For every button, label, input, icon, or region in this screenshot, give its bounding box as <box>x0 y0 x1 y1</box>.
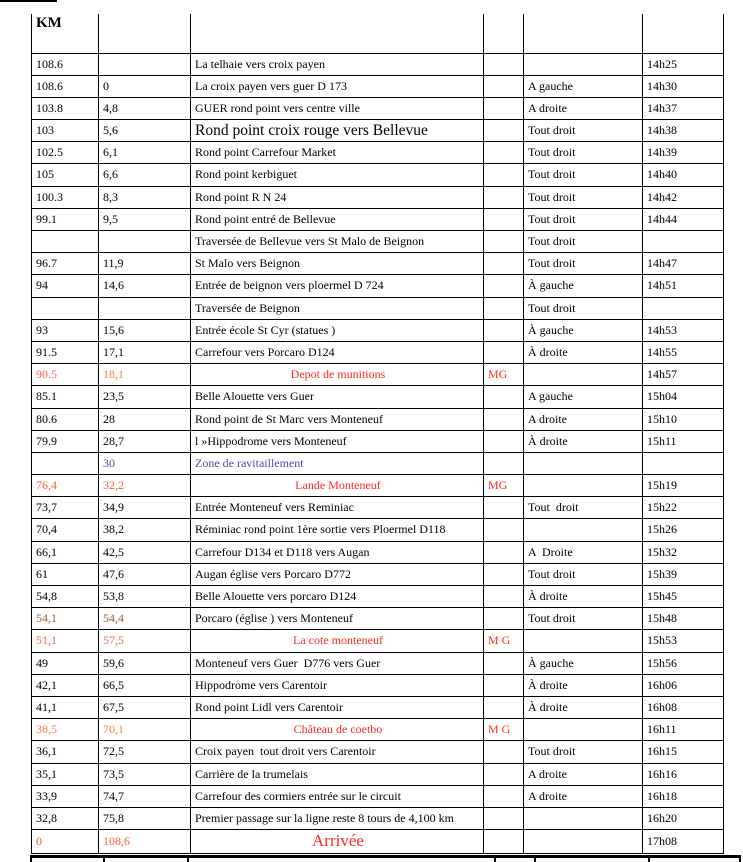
cell-desc: Rond point croix rouge vers Bellevue <box>191 120 484 142</box>
cell-dir: Tout droit <box>524 120 643 142</box>
cell-dist: 59,6 <box>99 652 191 674</box>
table-row <box>32 497 724 519</box>
cell-mg <box>484 253 524 275</box>
cell-km: 35,1 <box>32 763 99 785</box>
cell-km: 54,8 <box>32 586 99 608</box>
table-row <box>32 186 724 208</box>
cell-mg <box>484 830 524 854</box>
cell-km <box>32 297 99 319</box>
table-row <box>32 142 724 164</box>
cell-dir: À droite <box>524 341 643 363</box>
table-row <box>32 475 724 497</box>
cell-dist: 57,5 <box>99 630 191 652</box>
cell-dist: 73,5 <box>99 763 191 785</box>
cell-mg: M G <box>484 719 524 741</box>
cell-km: 73,7 <box>32 497 99 519</box>
cell-dist: 0 <box>99 75 191 97</box>
cell-mg <box>484 541 524 563</box>
cell-dir: A droite <box>524 785 643 807</box>
cell-mg <box>484 674 524 696</box>
cell-desc: Carrefour vers Porcaro D124 <box>191 341 484 363</box>
cell-dir: À gauche <box>524 275 643 297</box>
cell-dir: À gauche <box>524 652 643 674</box>
next-table-column-stub <box>103 858 105 862</box>
cell-km: 108.6 <box>32 53 99 75</box>
next-table-top-border <box>30 855 741 858</box>
cell-time: 14h47 <box>643 253 724 275</box>
cell-dist: 75,8 <box>99 807 191 829</box>
table-row <box>32 75 724 97</box>
cell-mg <box>484 275 524 297</box>
table-row <box>32 696 724 718</box>
next-table-top-edge <box>30 855 741 862</box>
cell-dir <box>524 475 643 497</box>
table-row <box>32 541 724 563</box>
next-table-column-stub <box>494 858 496 862</box>
cell-dir: Tout droit <box>524 497 643 519</box>
cell-km: 80.6 <box>32 408 99 430</box>
cell-dir: A gauche <box>524 386 643 408</box>
cell-mg <box>484 430 524 452</box>
cell-desc: La croix payen vers guer D 173 <box>191 75 484 97</box>
cell-time: 15h39 <box>643 563 724 585</box>
cell-time: 14h38 <box>643 120 724 142</box>
cell-time: 14h30 <box>643 75 724 97</box>
header-dist <box>99 14 191 53</box>
next-table-column-stub <box>648 858 650 862</box>
cell-mg <box>484 386 524 408</box>
cell-dist: 32,2 <box>99 475 191 497</box>
header-time <box>643 14 724 53</box>
cell-mg <box>484 652 524 674</box>
cell-mg <box>484 97 524 119</box>
cell-desc: St Malo vers Beignon <box>191 253 484 275</box>
cell-mg <box>484 563 524 585</box>
cell-km: 96.7 <box>32 253 99 275</box>
cell-dist: 38,2 <box>99 519 191 541</box>
cell-time: 15h45 <box>643 586 724 608</box>
cell-mg <box>484 763 524 785</box>
cell-desc: Belle Alouette vers porcaro D124 <box>191 586 484 608</box>
cell-mg <box>484 186 524 208</box>
cell-dir: À droite <box>524 586 643 608</box>
cell-dir: A droite <box>524 97 643 119</box>
cell-dist: 30 <box>99 452 191 474</box>
header-km: KM <box>32 14 99 53</box>
next-table-column-stub <box>187 858 189 862</box>
cell-dist: 15,6 <box>99 319 191 341</box>
cell-time <box>643 297 724 319</box>
cell-dir: Tout droit <box>524 186 643 208</box>
cell-mg <box>484 408 524 430</box>
cell-desc: Carrefour D134 et D118 vers Augan <box>191 541 484 563</box>
cell-mg: M G <box>484 630 524 652</box>
cell-km: 102.5 <box>32 142 99 164</box>
cell-dist: 18,1 <box>99 364 191 386</box>
cell-dist: 28,7 <box>99 430 191 452</box>
table-row <box>32 586 724 608</box>
table-row <box>32 341 724 363</box>
cell-mg <box>484 519 524 541</box>
cell-time: 15h26 <box>643 519 724 541</box>
header-row <box>32 14 724 53</box>
cell-time: 14h37 <box>643 97 724 119</box>
cell-dir <box>524 364 643 386</box>
cell-time: 15h32 <box>643 541 724 563</box>
cell-time <box>643 452 724 474</box>
cell-dist <box>99 53 191 75</box>
cell-dist: 70,1 <box>99 719 191 741</box>
cell-desc: Réminiac rond point 1ère sortie vers Ploermel D118 <box>191 519 484 541</box>
cell-dist: 14,6 <box>99 275 191 297</box>
cell-dir: Tout droit <box>524 142 643 164</box>
cell-dist: 11,9 <box>99 253 191 275</box>
cell-dir <box>524 719 643 741</box>
next-table-column-stub <box>534 858 536 862</box>
table-row <box>32 275 724 297</box>
cell-km: 94 <box>32 275 99 297</box>
cell-desc: Croix payen tout droit vers Carentoir <box>191 741 484 763</box>
cell-desc: Depot de munitions <box>191 364 484 386</box>
cell-dir: A droite <box>524 408 643 430</box>
cell-time: 14h51 <box>643 275 724 297</box>
cell-time: 15h10 <box>643 408 724 430</box>
cell-desc: Carrefour des cormiers entrée sur le circuit <box>191 785 484 807</box>
cell-km: 61 <box>32 563 99 585</box>
table-row <box>32 297 724 319</box>
cell-dist: 17,1 <box>99 341 191 363</box>
cell-time: 14h55 <box>643 341 724 363</box>
cell-km: 90.5 <box>32 364 99 386</box>
next-table-column-stub <box>30 858 32 862</box>
table-row <box>32 630 724 652</box>
cell-time: 16h06 <box>643 674 724 696</box>
cell-dist: 67,5 <box>99 696 191 718</box>
cell-km: 99.1 <box>32 208 99 230</box>
cell-dir: À gauche <box>524 319 643 341</box>
table-row <box>32 563 724 585</box>
cell-km: 32,8 <box>32 807 99 829</box>
cell-mg <box>484 75 524 97</box>
cell-desc: Rond point kerbiguet <box>191 164 484 186</box>
cell-desc: Rond point Carrefour Market <box>191 142 484 164</box>
header-direction <box>524 14 643 53</box>
cell-dist: 74,7 <box>99 785 191 807</box>
cell-desc: Entrée école St Cyr (statues ) <box>191 319 484 341</box>
cell-km: 66,1 <box>32 541 99 563</box>
header-description <box>191 14 484 53</box>
cell-time: 16h20 <box>643 807 724 829</box>
cell-desc: Lande Monteneuf <box>191 475 484 497</box>
cell-mg <box>484 586 524 608</box>
cell-dist: 66,5 <box>99 674 191 696</box>
table-row <box>32 253 724 275</box>
cell-desc: Augan église vers Porcaro D772 <box>191 563 484 585</box>
cell-km: 79.9 <box>32 430 99 452</box>
cell-dir: Tout droit <box>524 297 643 319</box>
cell-dir <box>524 830 643 854</box>
cell-dist <box>99 297 191 319</box>
cell-km: 85.1 <box>32 386 99 408</box>
cell-dist: 6,6 <box>99 164 191 186</box>
table-row <box>32 830 724 854</box>
cell-desc: Monteneuf vers Guer D776 vers Guer <box>191 652 484 674</box>
cell-time: 14h53 <box>643 319 724 341</box>
cell-km: 0 <box>32 830 99 854</box>
cell-dist: 53,8 <box>99 586 191 608</box>
cell-dir: A Droite <box>524 541 643 563</box>
cell-desc: Hippodrome vers Carentoir <box>191 674 484 696</box>
table-row <box>32 608 724 630</box>
table-row <box>32 364 724 386</box>
cell-dist: 42,5 <box>99 541 191 563</box>
cell-dir: Tout droit <box>524 253 643 275</box>
cell-desc: Rond point entré de Bellevue <box>191 208 484 230</box>
cell-km: 108.6 <box>32 75 99 97</box>
cell-km: 103 <box>32 120 99 142</box>
cell-km: 91.5 <box>32 341 99 363</box>
cell-km: 41,1 <box>32 696 99 718</box>
table-row <box>32 53 724 75</box>
cell-mg <box>484 120 524 142</box>
cell-dist: 8,3 <box>99 186 191 208</box>
table-row <box>32 519 724 541</box>
cell-dir: Tout droit <box>524 164 643 186</box>
cell-time: 16h18 <box>643 785 724 807</box>
cell-time: 15h53 <box>643 630 724 652</box>
cell-mg <box>484 452 524 474</box>
table-row <box>32 319 724 341</box>
cell-dist: 23,5 <box>99 386 191 408</box>
cell-km: 103.8 <box>32 97 99 119</box>
cell-dist: 54,4 <box>99 608 191 630</box>
cell-dist: 72,5 <box>99 741 191 763</box>
table-row <box>32 231 724 253</box>
cell-mg <box>484 208 524 230</box>
cell-time: 14h40 <box>643 164 724 186</box>
cell-km: 100.3 <box>32 186 99 208</box>
cell-km: 105 <box>32 164 99 186</box>
cell-desc: Traversée de Beignon <box>191 297 484 319</box>
table-row <box>32 674 724 696</box>
cell-dir <box>524 452 643 474</box>
cell-desc: Arrivée <box>191 830 484 854</box>
cell-time: 15h56 <box>643 652 724 674</box>
cell-dist: 34,9 <box>99 497 191 519</box>
cell-km <box>32 231 99 253</box>
cell-dir: À droite <box>524 696 643 718</box>
cell-km: 70,4 <box>32 519 99 541</box>
cell-km: 42,1 <box>32 674 99 696</box>
table-row <box>32 719 724 741</box>
next-table-column-stub <box>739 858 741 862</box>
route-table <box>31 14 724 854</box>
cell-km: 33,9 <box>32 785 99 807</box>
cell-dist: 5,6 <box>99 120 191 142</box>
cell-desc: Château de coetbo <box>191 719 484 741</box>
table-row <box>32 97 724 119</box>
cell-km: 54,1 <box>32 608 99 630</box>
cell-time: 16h11 <box>643 719 724 741</box>
cell-desc: l »Hippodrome vers Monteneuf <box>191 430 484 452</box>
cell-dir: Tout droit <box>524 208 643 230</box>
cell-dir: A droite <box>524 763 643 785</box>
cell-desc: Premier passage sur la ligne reste 8 tours de 4,100 km <box>191 807 484 829</box>
cell-km <box>32 452 99 474</box>
table-row <box>32 785 724 807</box>
cell-time: 14h57 <box>643 364 724 386</box>
cell-mg <box>484 341 524 363</box>
cell-dir: Tout droit <box>524 563 643 585</box>
cell-time: 17h08 <box>643 830 724 854</box>
cell-dir: À droite <box>524 430 643 452</box>
cell-km: 49 <box>32 652 99 674</box>
cell-mg <box>484 297 524 319</box>
cell-mg <box>484 608 524 630</box>
table-row <box>32 763 724 785</box>
cell-time: 16h15 <box>643 741 724 763</box>
cell-mg: MG <box>484 475 524 497</box>
table-row <box>32 452 724 474</box>
cell-dir: A gauche <box>524 75 643 97</box>
cell-desc: Entrée de beignon vers ploermel D 724 <box>191 275 484 297</box>
cell-mg <box>484 142 524 164</box>
table-row <box>32 164 724 186</box>
cell-mg <box>484 785 524 807</box>
cell-time: 16h16 <box>643 763 724 785</box>
cell-time: 15h19 <box>643 475 724 497</box>
cell-mg <box>484 164 524 186</box>
cell-desc: Carrière de la trumelais <box>191 763 484 785</box>
cell-time: 15h11 <box>643 430 724 452</box>
cell-mg <box>484 807 524 829</box>
cell-mg <box>484 497 524 519</box>
cell-mg <box>484 231 524 253</box>
cell-desc: Rond point R N 24 <box>191 186 484 208</box>
cell-time <box>643 231 724 253</box>
cell-dist: 47,6 <box>99 563 191 585</box>
cell-desc: GUER rond point vers centre ville <box>191 97 484 119</box>
table-row <box>32 208 724 230</box>
cell-dist: 6,1 <box>99 142 191 164</box>
cell-dist: 108,6 <box>99 830 191 854</box>
cell-time: 14h25 <box>643 53 724 75</box>
cell-dir: À droite <box>524 674 643 696</box>
cell-time: 14h39 <box>643 142 724 164</box>
cell-desc: La cote monteneuf <box>191 630 484 652</box>
cell-time: 16h08 <box>643 696 724 718</box>
cell-dist <box>99 231 191 253</box>
cell-desc: Rond point de St Marc vers Monteneuf <box>191 408 484 430</box>
cell-km: 38,5 <box>32 719 99 741</box>
table-row <box>32 386 724 408</box>
cell-dist: 4,8 <box>99 97 191 119</box>
cell-desc: Porcaro (église ) vers Monteneuf <box>191 608 484 630</box>
table-row <box>32 408 724 430</box>
cell-time: 15h22 <box>643 497 724 519</box>
cell-km: 36,1 <box>32 741 99 763</box>
table-row <box>32 741 724 763</box>
cell-time: 15h48 <box>643 608 724 630</box>
cell-dist: 9,5 <box>99 208 191 230</box>
table-row <box>32 430 724 452</box>
cell-dir: Tout droit <box>524 608 643 630</box>
table-row <box>32 120 724 142</box>
cell-dir <box>524 807 643 829</box>
cell-dir: Tout droit <box>524 231 643 253</box>
cell-desc: Zone de ravitaillement <box>191 452 484 474</box>
cell-dist: 28 <box>99 408 191 430</box>
cell-desc: Traversée de Bellevue vers St Malo de Beignon <box>191 231 484 253</box>
cell-mg <box>484 319 524 341</box>
cell-km: 76,4 <box>32 475 99 497</box>
cell-dir <box>524 630 643 652</box>
cell-mg <box>484 53 524 75</box>
cell-time: 15h04 <box>643 386 724 408</box>
cell-mg <box>484 741 524 763</box>
cell-dir <box>524 519 643 541</box>
cell-desc: La telhaie vers croix payen <box>191 53 484 75</box>
header-mg <box>484 14 524 53</box>
cell-km: 93 <box>32 319 99 341</box>
cell-desc: Belle Alouette vers Guer <box>191 386 484 408</box>
cell-mg <box>484 696 524 718</box>
table-row <box>32 807 724 829</box>
table-row <box>32 652 724 674</box>
cell-dir: Tout droit <box>524 741 643 763</box>
cell-time: 14h44 <box>643 208 724 230</box>
cell-dir <box>524 53 643 75</box>
cell-desc: Entrée Monteneuf vers Reminiac <box>191 497 484 519</box>
cell-time: 14h42 <box>643 186 724 208</box>
cell-km: 51,1 <box>32 630 99 652</box>
cell-desc: Rond point Lidl vers Carentoir <box>191 696 484 718</box>
cell-mg: MG <box>484 364 524 386</box>
cropped-previous-table-edge <box>0 0 57 2</box>
